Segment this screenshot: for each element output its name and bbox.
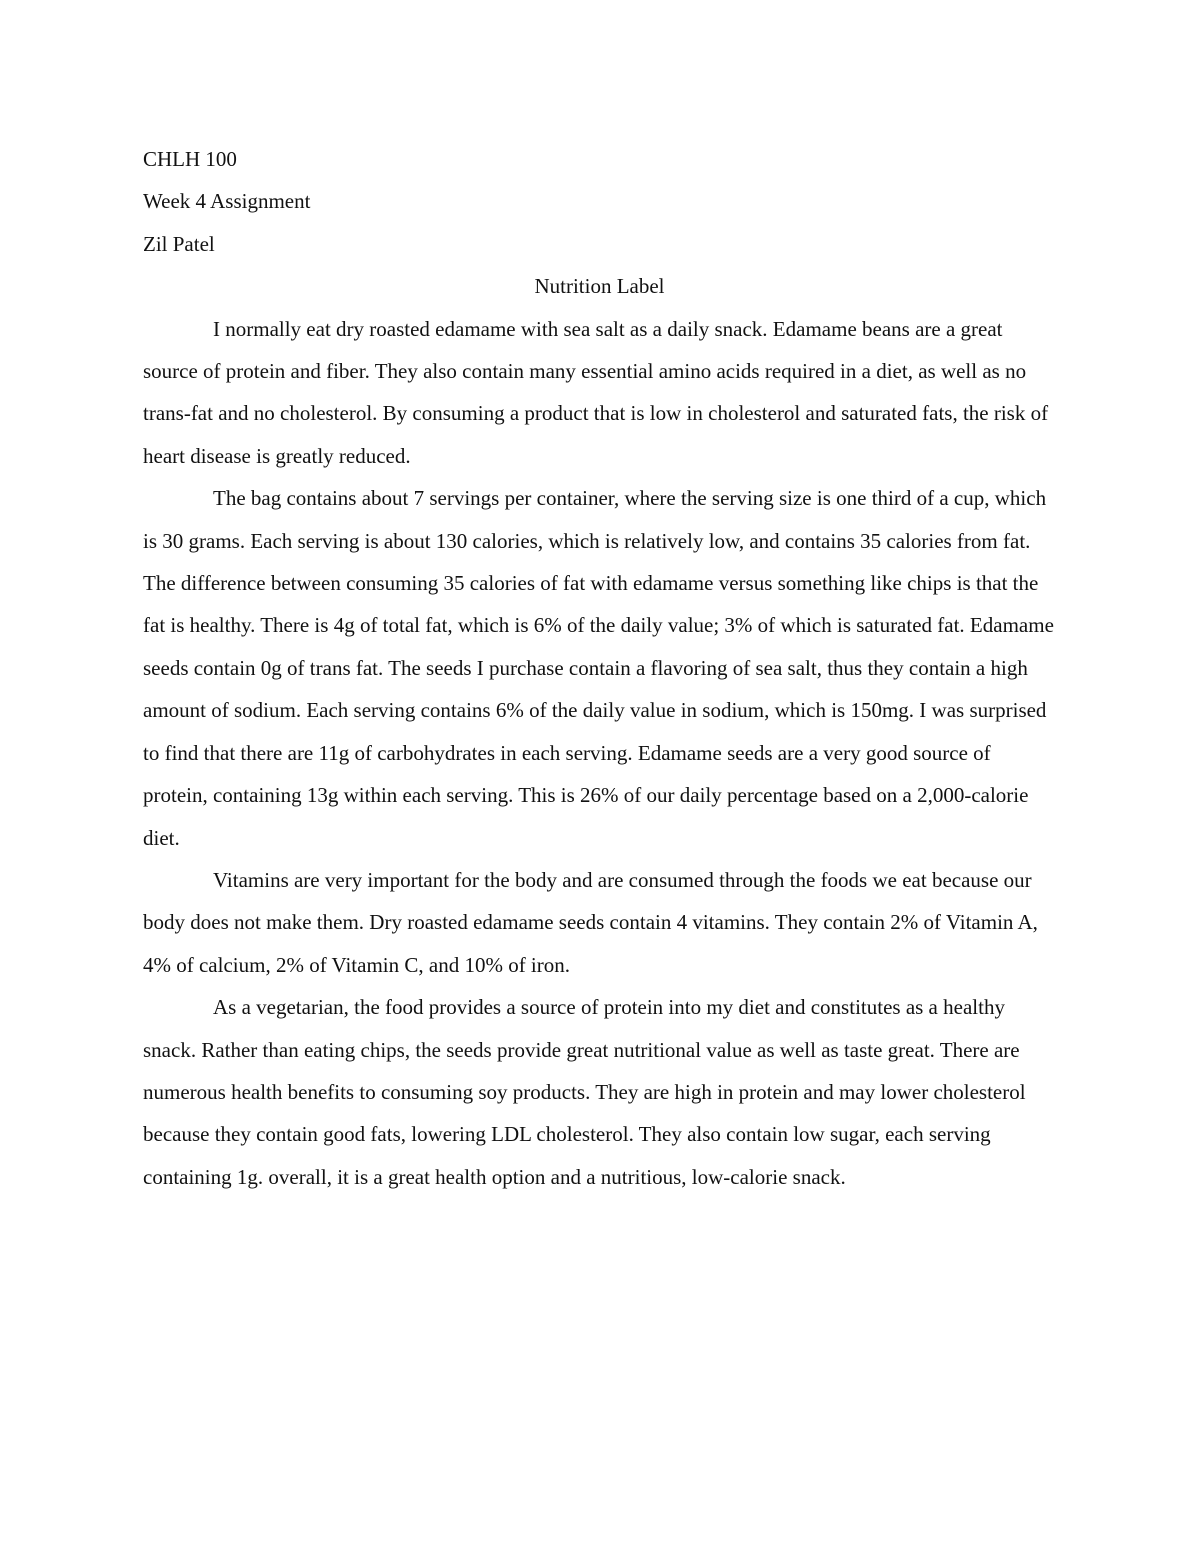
paragraph-intro: I normally eat dry roasted edamame with sea salt as a daily snack. Edamame beans are a great source of protein and fiber. They also contain many essential amino acids required in a diet, as well as no trans-fat and no cholesterol. By consuming a product that is low in cholesterol and saturated fats, the risk of heart disease is greatly reduced. bbox=[143, 316, 1049, 468]
paragraph-conclusion: As a vegetarian, the food provides a source of protein into my diet and constitutes as a healthy snack. Rather than eating chips, the seeds provide great nutritional value as well as taste great. There are numerous health benefits to consuming soy products. They are high in protein and may lower cholesterol because they contain good fats, lowering LDL cholesterol. They also contain low sugar, each serving containing 1g. overall, it is a great health option and a nutritious, low-calorie snack. bbox=[143, 995, 1026, 1189]
document-title: Nutrition Label bbox=[534, 274, 665, 299]
author-name: Zil Patel bbox=[143, 231, 215, 256]
course-name: CHLH 100 bbox=[143, 147, 237, 171]
paragraph-serving-facts: The bag contains about 7 servings per container, where the serving size is one third of a cup, which is 30 grams. Each serving is about 130 calories, which is relatively low, and contains 35 calories from fat. The difference between consuming 35 calories of fat with edamame versus something like chips is that the fat is healthy. There is 4g of total fat, which is 6% of the daily value; 3% of which is saturated fat. Edamame seeds contain 0g of trans fat. The seeds I purchase contain a flavoring of sea salt, thus they contain a high amount of sodium. Each serving contains 6% of the daily value in sodium, which is 150mg. I was surprised to find that there are 11g of carbohydrates in each serving. Edamame seeds are a very good source of protein, containing 13g within each serving. This is 26% of our daily percentage based on a 2,000-calorie diet. bbox=[143, 486, 1054, 850]
paragraph-vitamins: Vitamins are very important for the body and are consumed through the foods we eat because our body does not make them. Dry roasted edamame seeds contain 4 vitamins. They contain 2% of Vitamin A, 4% of calcium, 2% of Vitamin C, and 10% of iron. bbox=[143, 867, 1038, 977]
assignment-name: Week 4 Assignment bbox=[143, 189, 311, 214]
document-body bbox=[143, 138, 1056, 1198]
